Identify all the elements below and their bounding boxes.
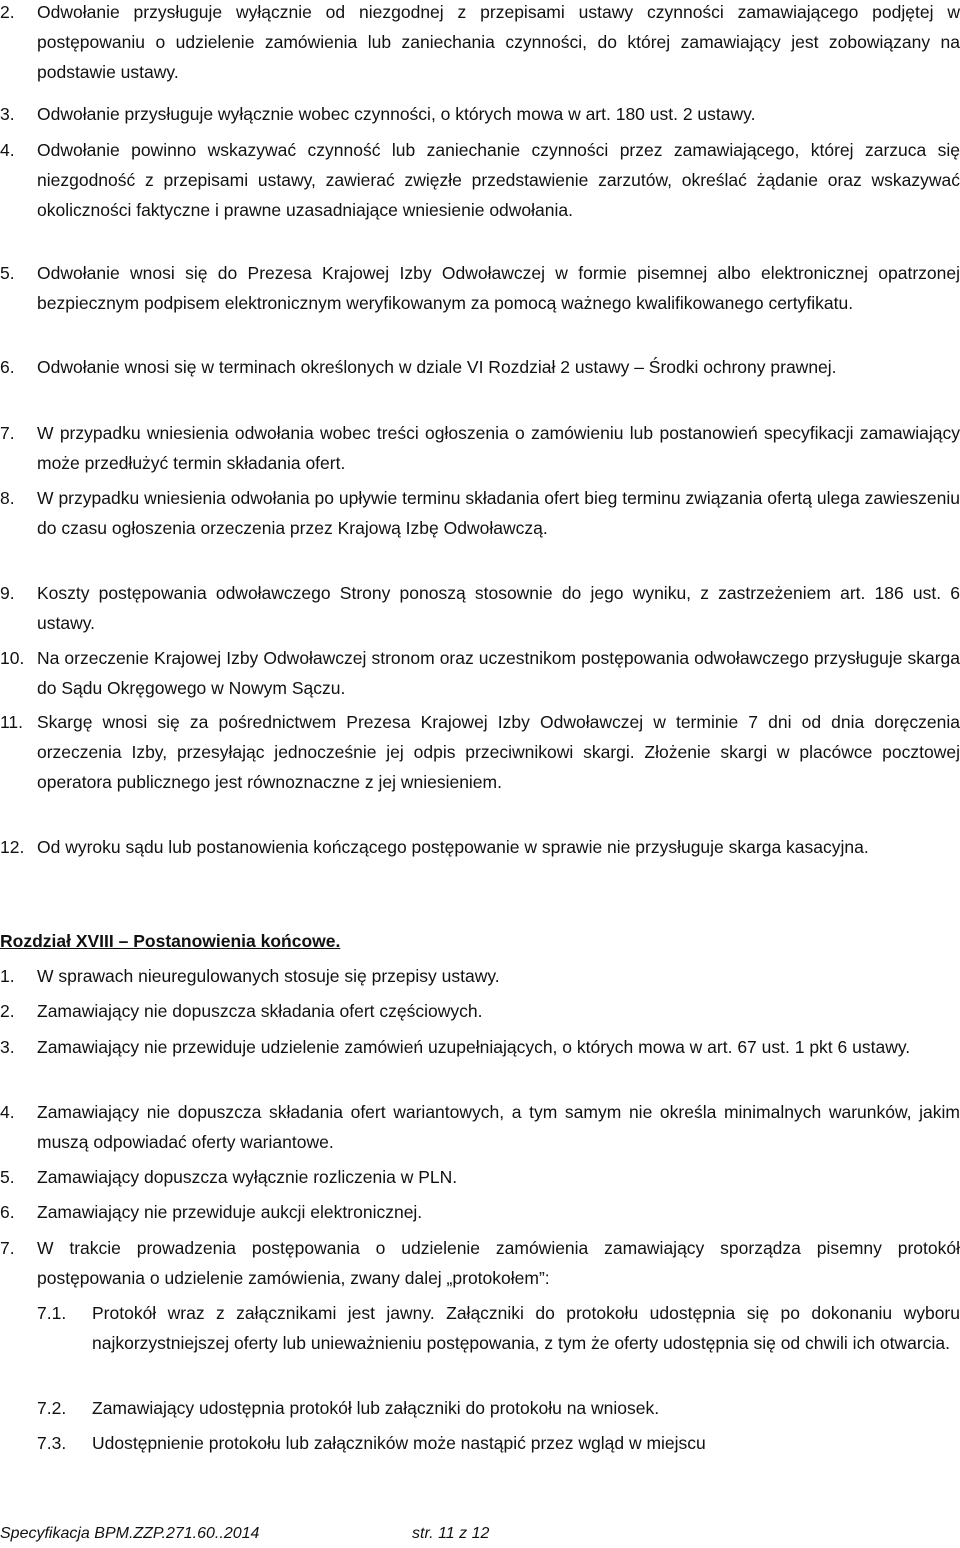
section-heading: Rozdział XVIII – Postanowienia końcowe. <box>0 931 341 951</box>
item-text: Koszty postępowania odwoławczego Strony ponoszą stosownie do jego wyniku, z zastrzeżeniem art. 186 ust. 6 ustawy. <box>37 583 960 633</box>
item-number: 5. <box>0 263 15 283</box>
item-number: 5. <box>0 1167 15 1187</box>
item-number: 2. <box>0 2 15 22</box>
item-text: Zamawiający nie przewiduje aukcji elektronicznej. <box>37 1202 423 1222</box>
item-number: 7.3. <box>37 1433 67 1453</box>
item-text: Na orzeczenie Krajowej Izby Odwoławczej stronom oraz uczestnikom postępowania odwoławczego przysługuje skarga do Sądu Okręgowego w Nowym Sączu. <box>37 648 960 698</box>
item-text: W trakcie prowadzenia postępowania o udzielenie zamówienia zamawiający sporządza pisemny protokół postępowania o udzielenie zamówienia, zwany dalej „protokołem”: <box>37 1238 960 1288</box>
item-text: Odwołanie przysługuje wyłącznie od niezgodnej z przepisami ustawy czynności zamawiającego podjętej w postępowaniu o udzielenie zamówienia lub zaniechania czynności, do której zamawiający jest zobowiązany na podstawie ustawy. <box>37 2 960 82</box>
item-number: 4. <box>0 140 15 160</box>
item-text: W przypadku wniesienia odwołania po upływie terminu składania ofert bieg terminu związania ofertą ulega zawieszeniu do czasu ogłoszenia orzeczenia przez Krajową Izbę Odwoławczą. <box>37 488 960 538</box>
item-text: Zamawiający nie dopuszcza składania ofert wariantowych, a tym samym nie określa minimalnych warunków, jakim muszą odpowiadać oferty wariantowe. <box>37 1102 960 1152</box>
item-number: 7.2. <box>37 1398 67 1418</box>
item-text: Udostępnienie protokołu lub załączników może nastąpić przez wgląd w miejscu <box>92 1433 706 1453</box>
item-number: 9. <box>0 583 15 603</box>
item-text: Odwołanie wnosi się w terminach określonych w dziale VI Rozdział 2 ustawy – Środki ochrony prawnej. <box>37 357 837 377</box>
item-number: 10. <box>0 648 25 668</box>
item-number: 7. <box>0 423 15 443</box>
item-text: W przypadku wniesienia odwołania wobec treści ogłoszenia o zamówieniu lub postanowień specyfikacji zamawiający może przedłużyć termin składania ofert. <box>37 423 960 473</box>
page-number: str. 11 z 12 <box>412 1525 490 1542</box>
item-number: 12. <box>0 837 25 857</box>
document-reference: Specyfikacja BPM.ZZP.271.60..2014 <box>0 1525 260 1542</box>
item-text: Zamawiający udostępnia protokół lub załączniki do protokołu na wniosek. <box>92 1398 660 1418</box>
item-number: 8. <box>0 488 15 508</box>
item-text: Od wyroku sądu lub postanowienia kończącego postępowanie w sprawie nie przysługuje skarga kasacyjna. <box>37 837 869 857</box>
item-text: Odwołanie powinno wskazywać czynność lub zaniechanie czynności przez zamawiającego, której zarzuca się niezgodność z przepisami ustawy, zawierać zwięzłe przedstawienie zarzutów, określać żądanie oraz wskazywać okoliczności faktyczne i prawne uzasadniające wniesienie odwołania. <box>37 140 960 220</box>
item-number: 3. <box>0 104 15 124</box>
page-footer <box>0 1524 490 1544</box>
item-number: 7.1. <box>37 1303 67 1323</box>
item-number: 2. <box>0 1001 15 1021</box>
item-number: 7. <box>0 1238 15 1258</box>
item-text: Protokół wraz z załącznikami jest jawny. Załączniki do protokołu udostępnia się po dokonaniu wyboru najkorzystniejszej oferty lub unieważnieniu postępowania, z tym że oferty udostępnia się od chwili ich otwarcia. <box>92 1303 960 1353</box>
item-number: 3. <box>0 1037 15 1057</box>
item-text: Zamawiający nie przewiduje udzielenie zamówień uzupełniających, o których mowa w art. 67 ust. 1 pkt 6 ustawy. <box>37 1037 911 1057</box>
item-text: Zamawiający nie dopuszcza składania ofert częściowych. <box>37 1001 483 1021</box>
item-number: 4. <box>0 1102 15 1122</box>
item-number: 1. <box>0 966 15 986</box>
item-text: Odwołanie przysługuje wyłącznie wobec czynności, o których mowa w art. 180 ust. 2 ustawy. <box>37 104 756 124</box>
item-number: 6. <box>0 1202 15 1222</box>
item-text: Odwołanie wnosi się do Prezesa Krajowej Izby Odwoławczej w formie pisemnej albo elektronicznej opatrzonej bezpiecznym podpisem elektronicznym weryfikowanym za pomocą ważnego kwalifikowanego certyfikatu. <box>37 263 960 313</box>
item-number: 11. <box>0 712 24 732</box>
item-number: 6. <box>0 357 15 377</box>
item-text: W sprawach nieuregulowanych stosuje się przepisy ustawy. <box>37 966 500 986</box>
item-text: Zamawiający dopuszcza wyłącznie rozliczenia w PLN. <box>37 1167 458 1187</box>
item-text: Skargę wnosi się za pośrednictwem Prezesa Krajowej Izby Odwoławczej w terminie 7 dni od dnia doręczenia orzeczenia Izby, przesyłając jednocześnie jej odpis przeciwnikowi skargi. Złożenie skargi w placówce pocztowej operatora publicznego jest równoznaczne z jej wniesieniem. <box>37 712 960 792</box>
